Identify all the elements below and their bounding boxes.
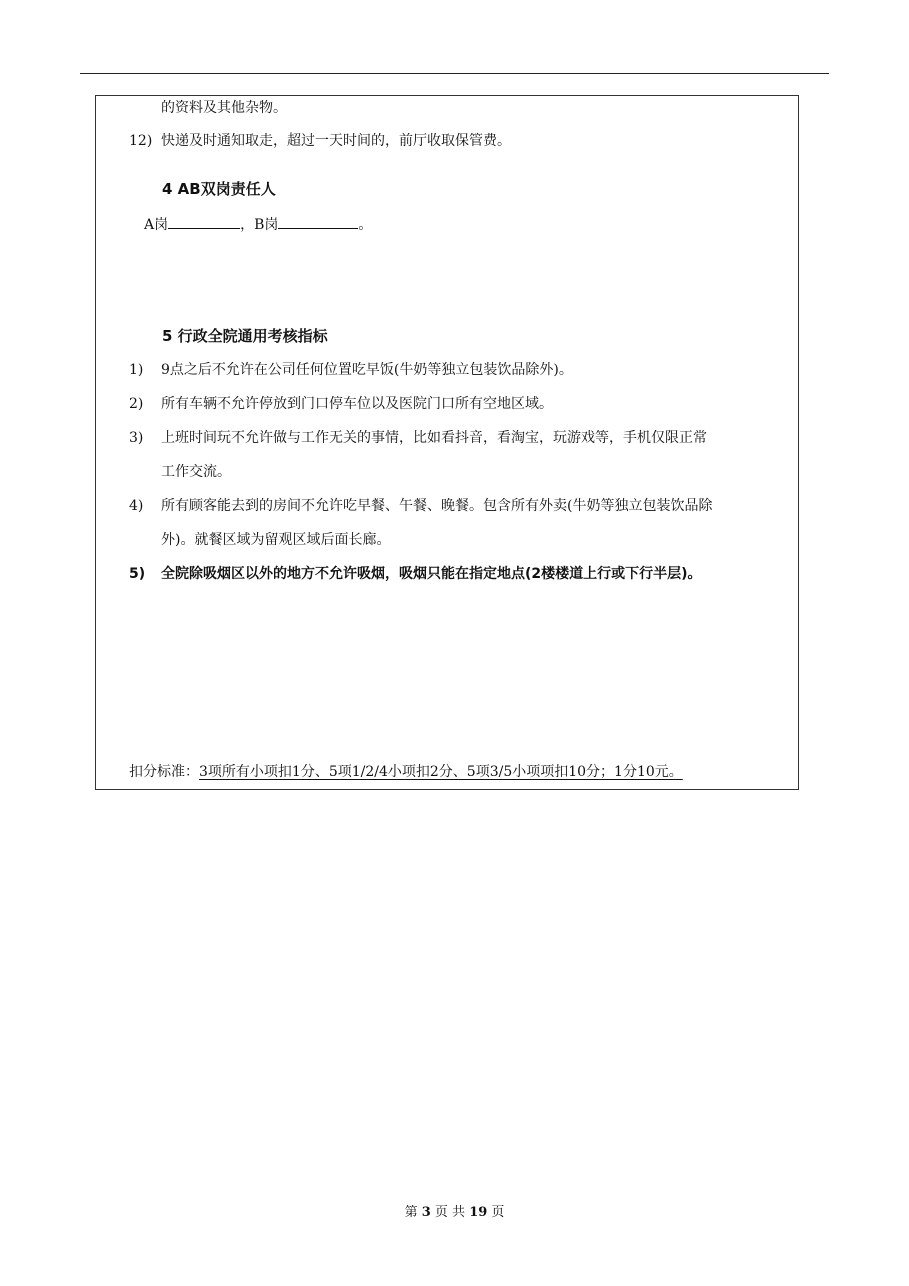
list-item [129,360,573,380]
page-footer [0,1203,909,1223]
list-item-continuation: 外)。就餐区域为留观区域后面长廊。 [161,532,391,548]
ab-responsible-line [144,213,372,235]
continuation-text: 的资料及其他杂物。 [161,100,287,116]
list-item [129,394,553,414]
list-item-text: 所有车辆不允许停放到门口停车位以及医院门口所有空地区域。 [161,396,553,412]
continuation-line [161,98,287,118]
b-post-label: B岗 [254,217,279,233]
deduction-label: 扣分标准： [129,764,199,780]
period: 。 [358,217,373,233]
list-item-number: 3) [129,430,144,446]
list-item-12 [129,131,511,151]
separator: ， [240,217,255,233]
list-item-text: 所有顾客能去到的房间不允许吃早餐、午餐、晚餐。包含所有外卖(牛奶等独立包装饮品除 [161,498,713,514]
footer-prefix: 第 [404,1205,418,1220]
deduction-standard [129,762,683,782]
a-post-label: A岗 [144,217,169,233]
list-item-number: 5) [129,566,146,582]
b-post-blank [278,213,358,229]
current-page-number: 3 [421,1205,431,1220]
list-item-number: 4) [129,498,144,514]
total-page-number: 19 [469,1205,488,1220]
list-item-text: 上班时间玩不允许做与工作无关的事情，比如看抖音，看淘宝，玩游戏等，手机仅限正常 [161,430,707,446]
list-item-text: 9点之后不允许在公司任何位置吃早饭(牛奶等独立包装饮品除外)。 [161,362,573,378]
list-item [129,564,702,584]
section-5-heading: 5 行政全院通用考核指标 [162,327,328,345]
header-rule [80,73,829,74]
list-item-text: 全院除吸烟区以外的地方不允许吸烟，吸烟只能在指定地点(2楼楼道上行或下行半层)。 [161,566,702,582]
list-item-number: 12) [129,133,153,149]
list-item [129,496,712,516]
footer-mid: 页 共 [434,1205,466,1220]
a-post-blank [168,213,240,229]
list-item [129,428,707,448]
deduction-text: 3项所有小项扣1分、5项1/2/4小项扣2分、5项3/5小项项扣10分；1分10元。 [199,764,683,780]
section-4-heading: 4 AB双岗责任人 [162,180,276,198]
list-item-number: 2) [129,396,144,412]
list-item-number: 1) [129,362,144,378]
list-item-continuation: 工作交流。 [161,464,231,480]
list-item-text: 快递及时通知取走，超过一天时间的，前厅收取保管费。 [161,133,511,149]
footer-suffix: 页 [491,1205,505,1220]
